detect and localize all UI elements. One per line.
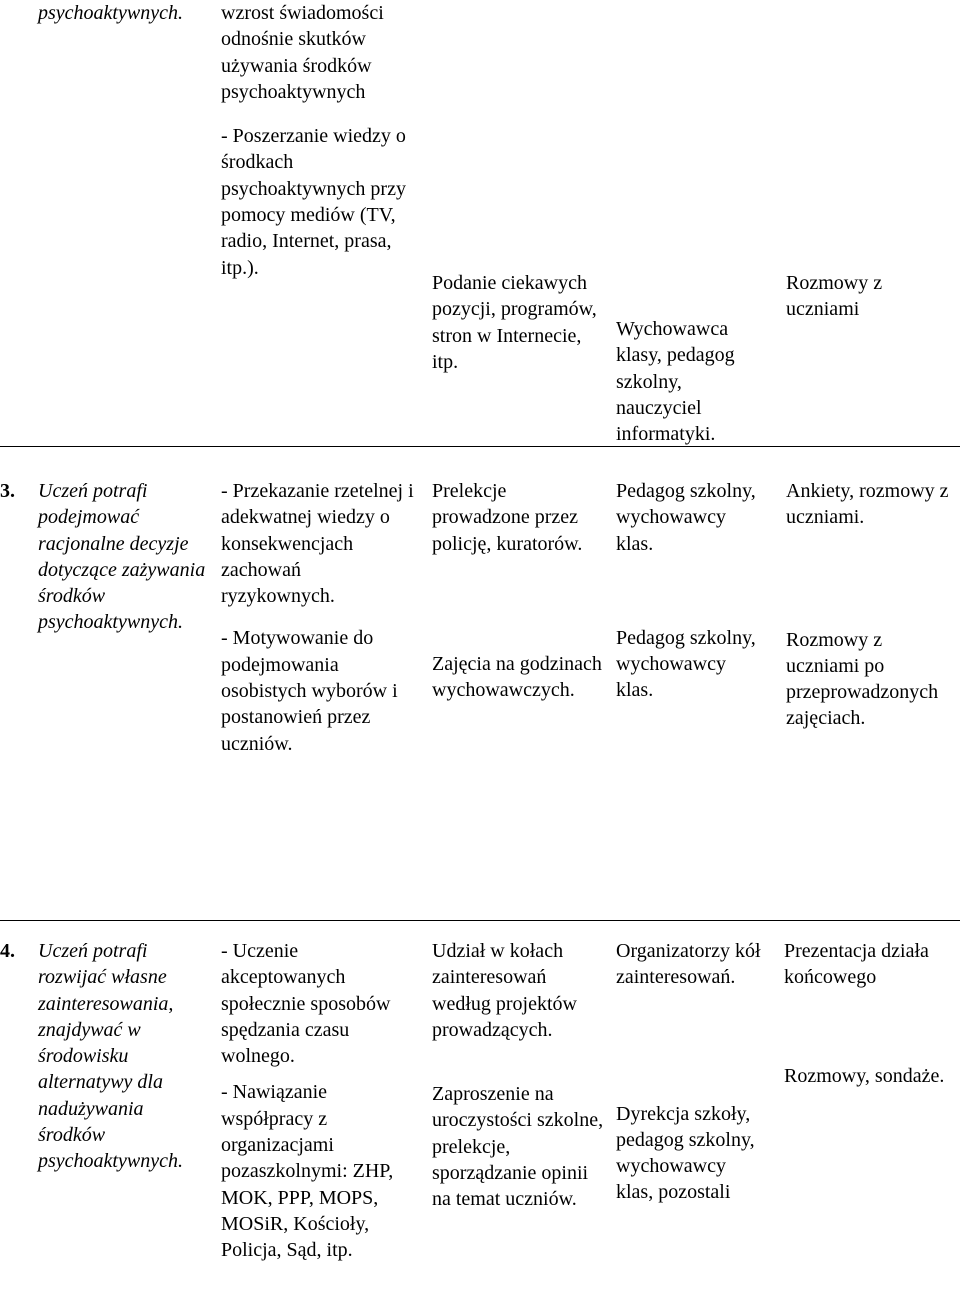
row-number-text: 3. bbox=[0, 480, 15, 502]
goal-cell-continued bbox=[38, 0, 213, 26]
goal-text: Uczeń potrafi podejmować racjonalne decyzje dotyczące zażywania środków psychoaktywnych. bbox=[38, 480, 206, 634]
task-text: - Uczenie akceptowanych społecznie sposobów spędzania czasu wolnego. bbox=[221, 940, 391, 1068]
evaluation-text: Rozmowy, sondaże. bbox=[784, 1064, 945, 1087]
goal-cell bbox=[38, 938, 213, 1175]
goal-text: Uczeń potrafi rozwijać własne zainteresowania, znajdywać w środowisku alternatywy dla nadużywania środków psychoaktywnych. bbox=[38, 940, 183, 1173]
task-cell-continued bbox=[221, 0, 419, 281]
task-text: - Poszerzanie wiedzy o środkach psychoaktywnych przy pomocy mediów (TV, radio, Internet, prasa, itp.). bbox=[221, 125, 406, 279]
evaluation-cell-continued bbox=[786, 270, 958, 323]
responsible-text: Organizatorzy kół zainteresowań. bbox=[616, 940, 761, 989]
task-text: wzrost świadomości odnośnie skutków używania środków psychoaktywnych bbox=[221, 2, 384, 103]
evaluation-text: Rozmowy z uczniami bbox=[786, 272, 883, 321]
evaluation-cell bbox=[786, 478, 958, 732]
task-cell bbox=[221, 478, 419, 757]
responsible-text: Pedagog szkolny, wychowawcy klas. bbox=[616, 480, 756, 555]
form-cell-continued bbox=[432, 270, 608, 375]
task-text: - Nawiązanie współpracy z organizacjami pozaszkolnymi: ZHP, MOK, PPP, MOPS, MOSiR, Kościoły, Policja, Sąd, itp. bbox=[221, 1081, 394, 1262]
responsible-text: Wychowawca klasy, pedagog szkolny, nauczyciel informatyki. bbox=[616, 318, 735, 446]
evaluation-text: Ankiety, rozmowy z uczniami. bbox=[786, 480, 949, 529]
task-text: - Przekazanie rzetelnej i adekwatnej wiedzy o konsekwencjach zachowań ryzykownych. bbox=[221, 480, 414, 608]
row-number bbox=[0, 938, 30, 964]
form-cell bbox=[432, 478, 608, 703]
responsible-cell bbox=[616, 938, 768, 1206]
row-number-text: 4. bbox=[0, 940, 15, 962]
goal-cell bbox=[38, 478, 213, 636]
responsible-cell-continued bbox=[616, 316, 768, 447]
responsible-text: Dyrekcja szkoły, pedagog szkolny, wychowawcy klas, pozostali bbox=[616, 1102, 755, 1204]
evaluation-text: Prezentacja działa końcowego bbox=[784, 940, 929, 989]
row-number bbox=[0, 478, 30, 504]
form-text: Udział w kołach zainteresowań według projektów prowadzących. bbox=[432, 940, 577, 1041]
evaluation-text: Rozmowy z uczniami po przeprowadzonych zajęciach. bbox=[786, 628, 939, 730]
form-text: Podanie ciekawych pozycji, programów, stron w Internecie, itp. bbox=[432, 272, 597, 373]
form-text: Zajęcia na godzinach wychowawczych. bbox=[432, 652, 602, 702]
form-text: Prelekcje prowadzone przez policję, kuratorów. bbox=[432, 480, 583, 555]
task-text: - Motywowanie do podejmowania osobistych wyborów i postanowień przez uczniów. bbox=[221, 627, 398, 755]
goal-text: psychoaktywnych. bbox=[38, 2, 183, 24]
form-text: Zaproszenie na uroczystości szkolne, prelekcje, sporządzanie opinii na temat uczniów. bbox=[432, 1083, 604, 1211]
form-cell bbox=[432, 938, 608, 1213]
responsible-text: Pedagog szkolny, wychowawcy klas. bbox=[616, 626, 756, 702]
row-separator-2 bbox=[0, 920, 960, 921]
responsible-cell bbox=[616, 478, 768, 704]
row-separator-1 bbox=[0, 446, 960, 447]
task-cell bbox=[221, 938, 419, 1264]
evaluation-cell bbox=[784, 938, 958, 1089]
